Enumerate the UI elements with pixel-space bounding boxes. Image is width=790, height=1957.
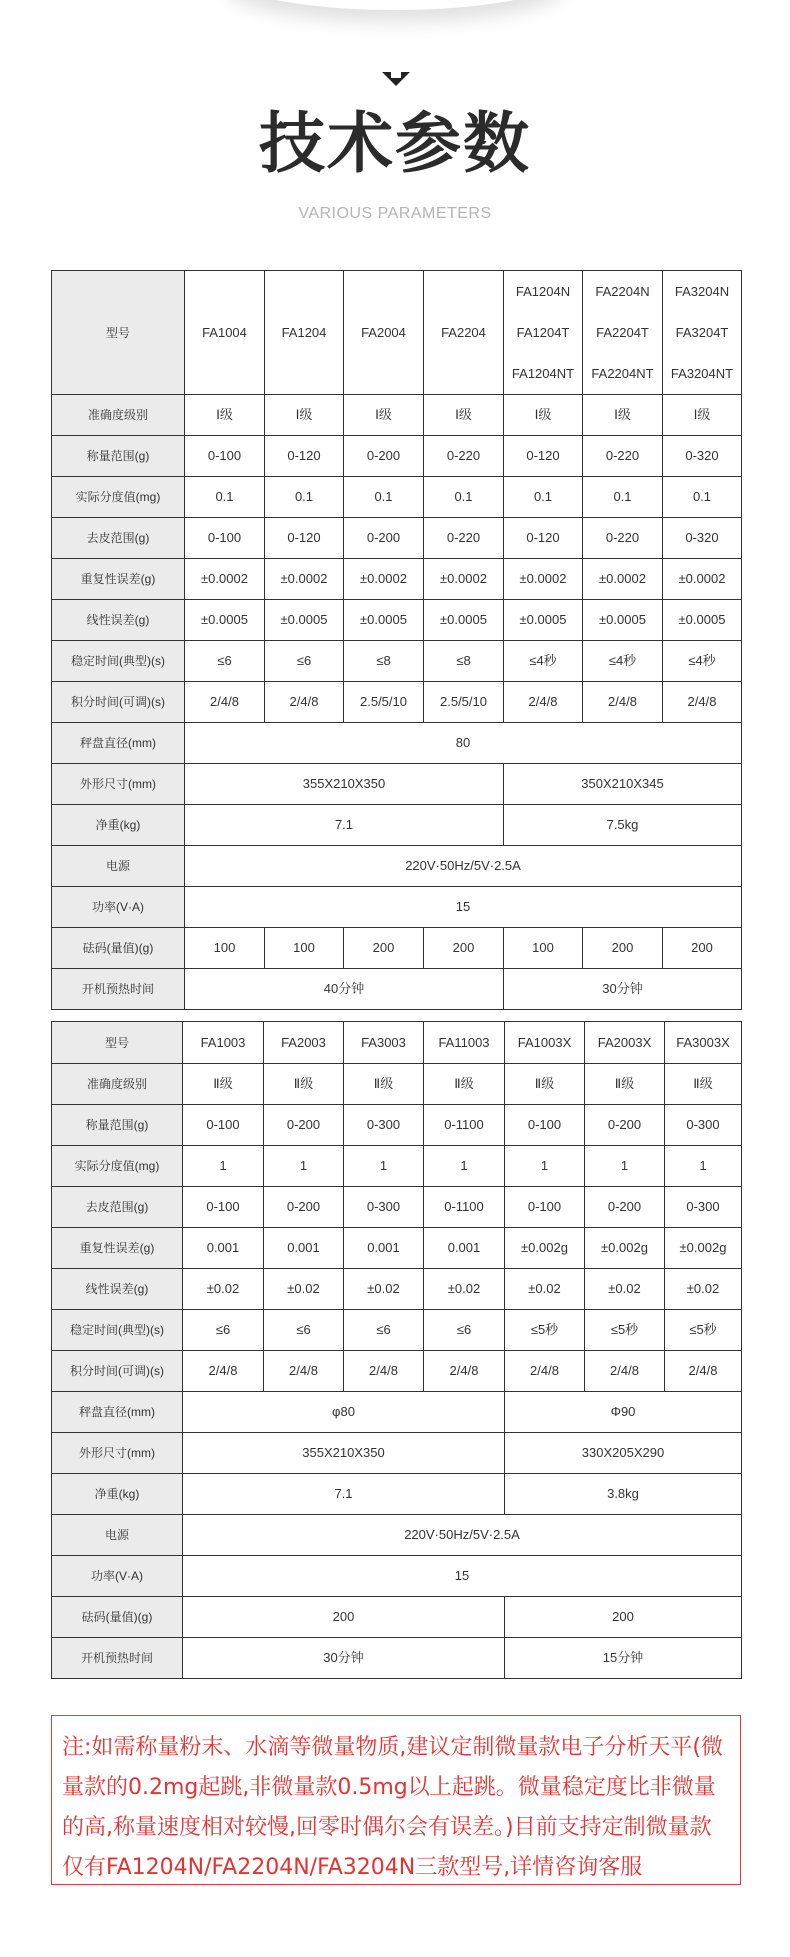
value-cell: 200 [663, 928, 742, 969]
value-cell: ±0.02 [344, 1269, 424, 1310]
value-cell: ±0.0002 [583, 559, 663, 600]
table-row [52, 1392, 742, 1433]
model-variant: FA2204NT [591, 366, 654, 381]
value-cell: 0.1 [265, 477, 344, 518]
row-label: 型号 [52, 271, 185, 395]
value-cell: 2/4/8 [183, 1351, 264, 1392]
value-cell: ±0.02 [424, 1269, 505, 1310]
model-cell [663, 271, 742, 395]
value-cell: ±0.0002 [504, 559, 583, 600]
value-cell: ±0.02 [585, 1269, 665, 1310]
value-cell: 0-220 [583, 518, 663, 559]
value-cell: 355X210X350 [185, 764, 504, 805]
value-cell: 0-100 [185, 518, 265, 559]
value-cell: ±0.02 [183, 1269, 264, 1310]
model-cell: FA1004 [185, 271, 265, 395]
value-cell: 100 [265, 928, 344, 969]
value-cell: Ⅰ级 [504, 395, 583, 436]
value-cell: 7.1 [185, 805, 504, 846]
chevron-down-icon [382, 72, 410, 86]
row-label: 功率(V·A) [52, 1556, 183, 1597]
model-cell: FA2204 [424, 271, 504, 395]
model-variant: FA1204N [515, 284, 571, 299]
value-cell: ±0.0002 [265, 559, 344, 600]
table-row [52, 887, 742, 928]
table-row [52, 723, 742, 764]
table-row [52, 969, 742, 1010]
model-cell: FA3003X [665, 1022, 742, 1064]
table-row [52, 805, 742, 846]
row-label: 积分时间(可调)(s) [52, 682, 185, 723]
value-cell: 0.001 [344, 1228, 424, 1269]
model-variant: FA2204N [595, 284, 650, 299]
value-cell: 220V·50Hz/5V·2.5A [183, 1515, 742, 1556]
value-cell: 100 [504, 928, 583, 969]
value-cell: Ⅱ级 [344, 1064, 424, 1105]
value-cell: ±0.0005 [185, 600, 265, 641]
spec-table-fa-4-series [51, 270, 742, 1010]
value-cell: Ⅱ级 [505, 1064, 585, 1105]
table-row [52, 641, 742, 682]
table-row [52, 1515, 742, 1556]
table-row [52, 1351, 742, 1392]
value-cell: 0-200 [264, 1105, 344, 1146]
model-variant: FA3204T [675, 325, 729, 340]
value-cell: 0.001 [424, 1228, 505, 1269]
value-cell: ±0.02 [505, 1269, 585, 1310]
row-label: 功率(V·A) [52, 887, 185, 928]
table-row [52, 1474, 742, 1515]
value-cell: 0-120 [265, 436, 344, 477]
model-cell: FA11003 [424, 1022, 505, 1064]
row-label: 积分时间(可调)(s) [52, 1351, 183, 1392]
value-cell: 2/4/8 [665, 1351, 742, 1392]
row-label: 重复性误差(g) [52, 1228, 183, 1269]
value-cell: 0-220 [424, 436, 504, 477]
value-cell: 2/4/8 [504, 682, 583, 723]
value-cell: 350X210X345 [504, 764, 742, 805]
row-label: 准确度级别 [52, 395, 185, 436]
value-cell: 0-1100 [424, 1105, 505, 1146]
row-label: 净重(kg) [52, 1474, 183, 1515]
value-cell: Ⅰ级 [663, 395, 742, 436]
row-label: 电源 [52, 846, 185, 887]
table-row [52, 682, 742, 723]
table-row [52, 395, 742, 436]
top-decorative-arc [225, 0, 565, 10]
table-row [52, 600, 742, 641]
value-cell: 2.5/5/10 [344, 682, 424, 723]
value-cell: 0-320 [663, 436, 742, 477]
custom-order-note: 注:如需称量粉末、水滴等微量物质,建议定制微量款电子分析天平(微量款的0.2mg起跳,非微量款0.5mg以上起跳。微量稳定度比非微量的高,称量速度相对较慢,回零时偶尔会有误差。)目前支持定制微量款仅有FA1204N/FA2204N/FA3204N三款型号,详情咨询客服 [51, 1715, 741, 1885]
value-cell: 0-220 [583, 436, 663, 477]
value-cell: 15分钟 [505, 1638, 742, 1679]
value-cell: 1 [505, 1146, 585, 1187]
table-row [52, 1556, 742, 1597]
table-row [52, 1310, 742, 1351]
value-cell: 1 [585, 1146, 665, 1187]
value-cell: 200 [344, 928, 424, 969]
value-cell: 355X210X350 [183, 1433, 505, 1474]
value-cell: ≤6 [424, 1310, 505, 1351]
value-cell: 1 [424, 1146, 505, 1187]
table-row [52, 1597, 742, 1638]
value-cell: 7.5kg [504, 805, 742, 846]
value-cell: 100 [185, 928, 265, 969]
value-cell: 1 [665, 1146, 742, 1187]
value-cell: 0-200 [585, 1187, 665, 1228]
row-label: 称量范围(g) [52, 436, 185, 477]
value-cell: 200 [424, 928, 504, 969]
model-variant: FA1204T [516, 325, 570, 340]
value-cell: 40分钟 [185, 969, 504, 1010]
value-cell: ±0.0005 [424, 600, 504, 641]
value-cell: 0-100 [183, 1105, 264, 1146]
value-cell: ≤6 [344, 1310, 424, 1351]
table-row [52, 1228, 742, 1269]
value-cell: ±0.0002 [185, 559, 265, 600]
value-cell: ≤4秒 [583, 641, 663, 682]
value-cell: 0.001 [183, 1228, 264, 1269]
value-cell: 2/4/8 [344, 1351, 424, 1392]
value-cell: 2.5/5/10 [424, 682, 504, 723]
model-cell: FA2003 [264, 1022, 344, 1064]
value-cell: ≤4秒 [504, 641, 583, 682]
value-cell: 0-300 [344, 1105, 424, 1146]
value-cell: ±0.0002 [344, 559, 424, 600]
value-cell: 3.8kg [505, 1474, 742, 1515]
value-cell: ±0.02 [665, 1269, 742, 1310]
value-cell: Ⅱ级 [424, 1064, 505, 1105]
row-label: 外形尺寸(mm) [52, 764, 185, 805]
row-label: 净重(kg) [52, 805, 185, 846]
value-cell: 0.1 [344, 477, 424, 518]
value-cell: 0-220 [424, 518, 504, 559]
table-row [52, 518, 742, 559]
table-row [52, 1638, 742, 1679]
model-variant: FA2204T [596, 325, 649, 340]
value-cell: ≤6 [264, 1310, 344, 1351]
table-row [52, 477, 742, 518]
value-cell: Ⅰ级 [344, 395, 424, 436]
row-label: 型号 [52, 1022, 183, 1064]
row-label: 砝码(量值)(g) [52, 1597, 183, 1638]
value-cell: φ80 [183, 1392, 505, 1433]
table-row [52, 846, 742, 887]
value-cell: Φ90 [505, 1392, 742, 1433]
row-label: 去皮范围(g) [52, 1187, 183, 1228]
value-cell: 0-100 [505, 1105, 585, 1146]
value-cell: 7.1 [183, 1474, 505, 1515]
table-row [52, 1269, 742, 1310]
value-cell: 1 [344, 1146, 424, 1187]
value-cell: ±0.0005 [663, 600, 742, 641]
value-cell: 0.1 [663, 477, 742, 518]
model-cell: FA2003X [585, 1022, 665, 1064]
model-cell: FA2004 [344, 271, 424, 395]
value-cell: ±0.002g [665, 1228, 742, 1269]
value-cell: ≤5秒 [585, 1310, 665, 1351]
value-cell: 0.001 [264, 1228, 344, 1269]
value-cell: 2/4/8 [505, 1351, 585, 1392]
value-cell: 0-1100 [424, 1187, 505, 1228]
value-cell: ±0.002g [585, 1228, 665, 1269]
row-label: 实际分度值(mg) [52, 477, 185, 518]
value-cell: ±0.02 [264, 1269, 344, 1310]
value-cell: ≤6 [185, 641, 265, 682]
value-cell: 1 [264, 1146, 344, 1187]
value-cell: Ⅰ级 [185, 395, 265, 436]
page-subtitle: VARIOUS PARAMETERS [298, 205, 492, 222]
row-label: 砝码(量值)(g) [52, 928, 185, 969]
value-cell: Ⅰ级 [265, 395, 344, 436]
row-label: 称量范围(g) [52, 1105, 183, 1146]
value-cell: ±0.0005 [504, 600, 583, 641]
value-cell: ≤5秒 [665, 1310, 742, 1351]
value-cell: ±0.002g [505, 1228, 585, 1269]
model-variant: FA1204NT [511, 366, 575, 381]
value-cell: Ⅱ级 [264, 1064, 344, 1105]
model-cell: FA1003X [505, 1022, 585, 1064]
value-cell: 0.1 [504, 477, 583, 518]
value-cell: 0.1 [583, 477, 663, 518]
value-cell: ≤5秒 [505, 1310, 585, 1351]
model-variant: FA3204NT [670, 366, 734, 381]
value-cell: ±0.0005 [583, 600, 663, 641]
value-cell: ≤4秒 [663, 641, 742, 682]
value-cell: ±0.0002 [424, 559, 504, 600]
value-cell: 2/4/8 [583, 682, 663, 723]
value-cell: 0-200 [344, 436, 424, 477]
value-cell: 330X205X290 [505, 1433, 742, 1474]
value-cell: 0-200 [264, 1187, 344, 1228]
value-cell: 0-120 [504, 436, 583, 477]
model-cell [583, 271, 663, 395]
row-label: 重复性误差(g) [52, 559, 185, 600]
value-cell: 0-100 [183, 1187, 264, 1228]
value-cell: 80 [185, 723, 742, 764]
value-cell: 0-120 [265, 518, 344, 559]
value-cell: Ⅰ级 [424, 395, 504, 436]
value-cell: 15 [185, 887, 742, 928]
value-cell: 200 [505, 1597, 742, 1638]
value-cell: 0-100 [505, 1187, 585, 1228]
row-label: 开机预热时间 [52, 1638, 183, 1679]
value-cell: 0-120 [504, 518, 583, 559]
table-row [52, 928, 742, 969]
model-variant: FA3204N [674, 284, 730, 299]
row-label: 去皮范围(g) [52, 518, 185, 559]
table-row [52, 1064, 742, 1105]
table-row [52, 1433, 742, 1474]
value-cell: 0-320 [663, 518, 742, 559]
row-label: 稳定时间(典型)(s) [52, 1310, 183, 1351]
row-label: 电源 [52, 1515, 183, 1556]
row-label: 线性误差(g) [52, 600, 185, 641]
row-label: 稳定时间(典型)(s) [52, 641, 185, 682]
value-cell: ≤8 [344, 641, 424, 682]
value-cell: 0-200 [585, 1105, 665, 1146]
value-cell: Ⅰ级 [583, 395, 663, 436]
value-cell: ≤6 [265, 641, 344, 682]
value-cell: 0-300 [665, 1105, 742, 1146]
row-label: 线性误差(g) [52, 1269, 183, 1310]
value-cell: ≤6 [183, 1310, 264, 1351]
row-label: 实际分度值(mg) [52, 1146, 183, 1187]
table-row [52, 1146, 742, 1187]
value-cell: 0.1 [424, 477, 504, 518]
value-cell: 220V·50Hz/5V·2.5A [185, 846, 742, 887]
table-row [52, 1187, 742, 1228]
table-row [52, 559, 742, 600]
value-cell: 0-100 [185, 436, 265, 477]
row-label: 秤盘直径(mm) [52, 1392, 183, 1433]
value-cell: Ⅱ级 [585, 1064, 665, 1105]
value-cell: 2/4/8 [264, 1351, 344, 1392]
value-cell: 2/4/8 [424, 1351, 505, 1392]
value-cell: 15 [183, 1556, 742, 1597]
model-cell [504, 271, 583, 395]
table-row [52, 1105, 742, 1146]
model-cell: FA1204 [265, 271, 344, 395]
value-cell: 200 [583, 928, 663, 969]
spec-table-fa-3-series [51, 1021, 742, 1679]
value-cell: 0-300 [665, 1187, 742, 1228]
table-row [52, 764, 742, 805]
row-label: 开机预热时间 [52, 969, 185, 1010]
page-title: 技术参数 [259, 105, 531, 182]
value-cell: 2/4/8 [265, 682, 344, 723]
model-cell: FA1003 [183, 1022, 264, 1064]
model-cell: FA3003 [344, 1022, 424, 1064]
row-label: 外形尺寸(mm) [52, 1433, 183, 1474]
value-cell: 30分钟 [183, 1638, 505, 1679]
value-cell: 2/4/8 [585, 1351, 665, 1392]
value-cell: 2/4/8 [663, 682, 742, 723]
row-label: 准确度级别 [52, 1064, 183, 1105]
value-cell: Ⅱ级 [665, 1064, 742, 1105]
value-cell: 1 [183, 1146, 264, 1187]
value-cell: ±0.0005 [265, 600, 344, 641]
value-cell: 0.1 [185, 477, 265, 518]
value-cell: ≤8 [424, 641, 504, 682]
value-cell: 0-300 [344, 1187, 424, 1228]
value-cell: ±0.0002 [663, 559, 742, 600]
value-cell: Ⅱ级 [183, 1064, 264, 1105]
value-cell: 200 [183, 1597, 505, 1638]
row-label: 秤盘直径(mm) [52, 723, 185, 764]
table-row [52, 436, 742, 477]
value-cell: 2/4/8 [185, 682, 265, 723]
value-cell: 30分钟 [504, 969, 742, 1010]
value-cell: ±0.0005 [344, 600, 424, 641]
value-cell: 0-200 [344, 518, 424, 559]
